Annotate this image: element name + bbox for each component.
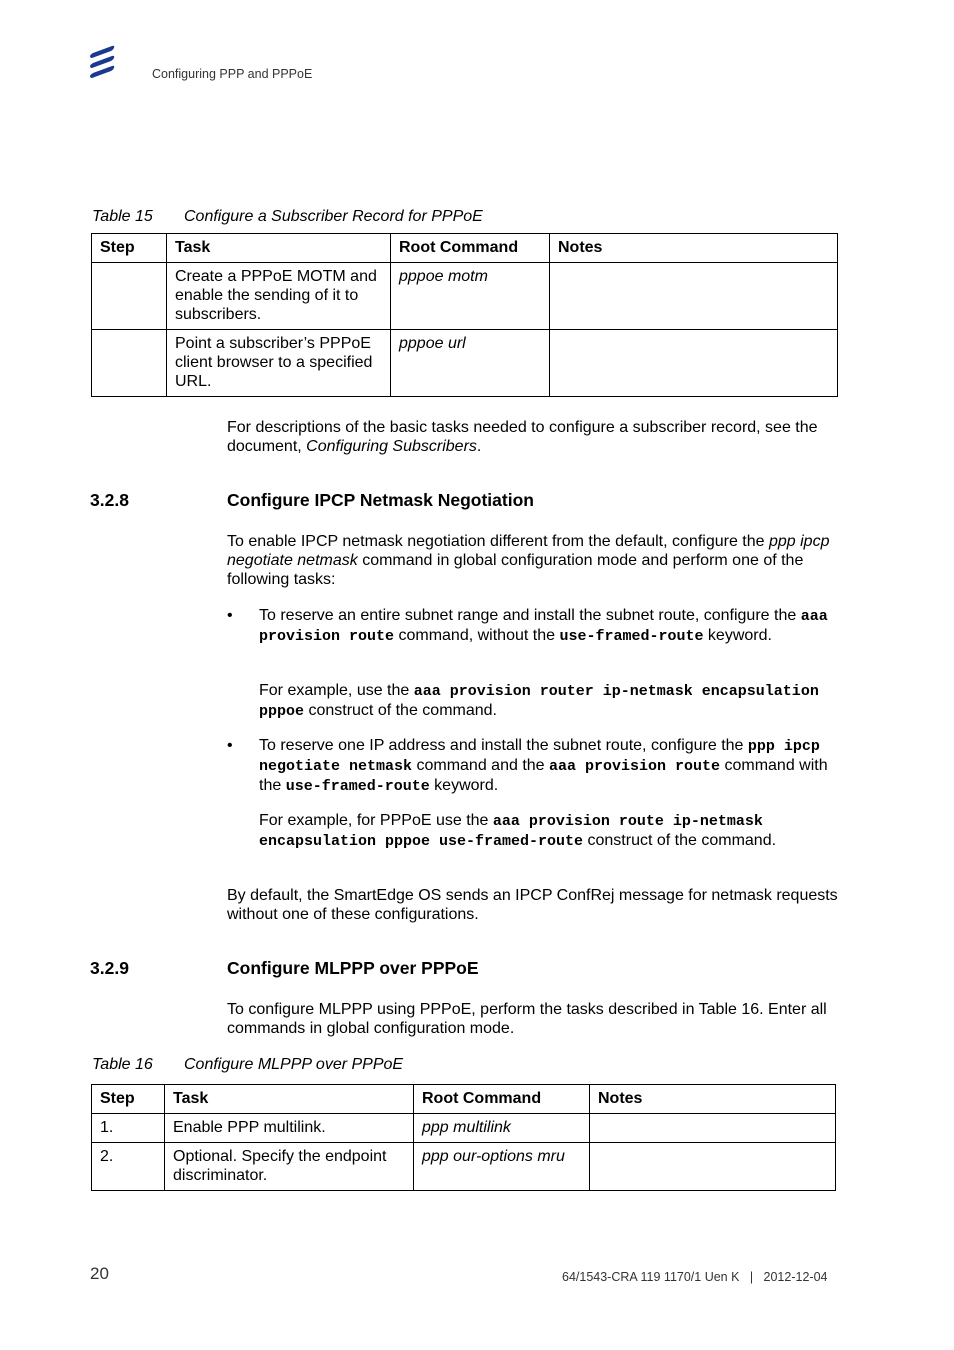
table15-caption-title: Configure a Subscriber Record for PPPoE — [184, 208, 483, 225]
bullet-marker: • — [227, 607, 233, 624]
bullet-item-1 — [227, 606, 847, 646]
table-cell-step: 2. — [92, 1143, 165, 1191]
company-logo — [90, 44, 116, 78]
section-title: Configure IPCP Netmask Negotiation — [227, 490, 534, 510]
paragraph-text: . — [476, 438, 482, 455]
table15-caption-number: Table 15 — [92, 208, 153, 225]
table16-caption-title: Configure MLPPP over PPPoE — [184, 1056, 404, 1073]
table-cell-step — [92, 330, 167, 397]
table-header-row — [92, 234, 838, 263]
code-text: aaa provision router ip-netmask encapsulation pppoe — [259, 683, 819, 720]
logo-icon — [90, 44, 116, 78]
table16-caption — [92, 1055, 403, 1074]
table-cell-task: Enable PPP multilink. — [165, 1114, 414, 1143]
paragraph-text: command in global configuration mode and perform one of the following tasks: — [227, 552, 804, 588]
table-header-notes: Notes — [550, 234, 838, 263]
section-heading-3-2-9 — [90, 959, 479, 978]
table16 — [91, 1084, 836, 1191]
table-header-step: Step — [92, 234, 167, 263]
table-header-notes: Notes — [590, 1085, 836, 1114]
table-header-row — [92, 1085, 836, 1114]
paragraph-text: To enable IPCP netmask negotiation different from the default, configure the — [227, 533, 769, 550]
bullet-text: To reserve an entire subnet range and install the subnet route, configure the — [259, 607, 801, 624]
bullet-text: keyword. — [703, 627, 772, 644]
table-cell-notes — [550, 330, 838, 397]
bullet-item-2 — [227, 736, 847, 796]
table15 — [91, 233, 838, 397]
table-cell-command: ppp our-options mru — [414, 1143, 590, 1191]
table16-caption-number: Table 16 — [92, 1056, 153, 1073]
table-cell-notes — [550, 263, 838, 330]
mlppp-intro-paragraph: To configure MLPPP using PPPoE, perform the tasks described in Table 16. Enter all commands in global configuration mode. — [227, 1001, 827, 1037]
table-cell-task: Create a PPPoE MOTM and enable the sending of it to subscribers. — [167, 263, 391, 330]
page-number: 20 — [90, 1264, 109, 1283]
table-cell-notes — [590, 1143, 836, 1191]
bullet-marker: • — [227, 737, 233, 754]
subscriber-record-paragraph — [227, 418, 847, 456]
ipcp-closing-paragraph: By default, the SmartEdge OS sends an IPCP ConfRej message for netmask requests without one of these configurations. — [227, 887, 838, 923]
code-text: ppp ipcp negotiate netmask — [259, 738, 820, 775]
table-header-task: Task — [165, 1085, 414, 1114]
example-text: For example, for PPPoE use the — [259, 812, 493, 829]
section-number: 3.2.9 — [90, 958, 129, 978]
table-row — [92, 1143, 836, 1191]
table15-caption — [92, 207, 483, 226]
code-text: aaa provision route — [259, 608, 828, 645]
table-cell-command: pppoe url — [391, 330, 550, 397]
document-id: 64/1543-CRA 119 1170/1 Uen K | 2012-12-04 — [562, 1270, 828, 1284]
bullet-1-example — [259, 681, 849, 721]
section-title: Configure MLPPP over PPPoE — [227, 958, 479, 978]
section-number: 3.2.8 — [90, 490, 129, 510]
bullet-text: To reserve one IP address and install the subnet route, configure the — [259, 737, 748, 754]
table-cell-task: Optional. Specify the endpoint discriminator. — [165, 1143, 414, 1191]
example-text: construct of the command. — [583, 832, 777, 849]
paragraph-text: For descriptions of the basic tasks needed to configure a subscriber record, see the document, — [227, 419, 818, 455]
table-cell-task: Point a subscriber’s PPPoE client browser to a specified URL. — [167, 330, 391, 397]
table-cell-notes — [590, 1114, 836, 1143]
bullet-text: command and the — [412, 757, 549, 774]
ipcp-intro-paragraph — [227, 532, 847, 589]
command-reference: ppp ipcp negotiate netmask — [227, 533, 830, 569]
table-row — [92, 1114, 836, 1143]
table-row — [92, 330, 838, 397]
document-reference: Configuring Subscribers — [306, 438, 477, 455]
table-cell-step — [92, 263, 167, 330]
table-header-root-command: Root Command — [391, 234, 550, 263]
table-cell-command: ppp multilink — [414, 1114, 590, 1143]
table-cell-command: pppoe motm — [391, 263, 550, 330]
code-text: aaa provision route ip-netmask encapsulation pppoe use-framed-route — [259, 813, 763, 850]
code-text: use-framed-route — [285, 778, 430, 795]
section-heading-3-2-8 — [90, 491, 534, 510]
code-text: use-framed-route — [559, 628, 704, 645]
example-text: For example, use the — [259, 682, 414, 699]
running-head: Configuring PPP and PPPoE — [152, 67, 313, 81]
table-header-step: Step — [92, 1085, 165, 1114]
example-text: construct of the command. — [304, 702, 497, 719]
bullet-2-example — [259, 811, 849, 851]
bullet-text: command with the — [259, 757, 828, 794]
table-header-task: Task — [167, 234, 391, 263]
bullet-text: keyword. — [429, 777, 499, 794]
table-cell-step: 1. — [92, 1114, 165, 1143]
table-header-root-command: Root Command — [414, 1085, 590, 1114]
bullet-text: command, without the — [394, 627, 560, 644]
code-text: aaa provision route — [549, 758, 721, 775]
table-row — [92, 263, 838, 330]
